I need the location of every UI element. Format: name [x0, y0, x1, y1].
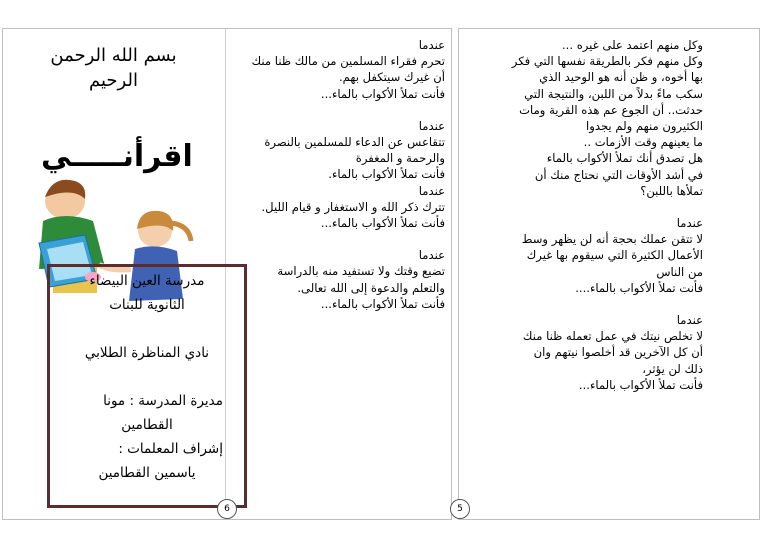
text-line: عندما: [418, 183, 445, 198]
school-name-line-1: مدرسة العين البيضاء: [89, 273, 205, 289]
supervisor-label: إشراف المعلمات :: [118, 441, 223, 457]
text-line: تحرم فقراء المسلمين من مالك ظنا منك: [251, 54, 445, 69]
text-line: عندما: [676, 216, 703, 231]
text-line: في أشد الأوقات التي نحتاج منك أن: [534, 167, 703, 182]
text-line: فأنت تملأ الأكواب بالماء...: [578, 377, 703, 392]
text-line: من الناس: [656, 264, 703, 279]
text-line: عندما: [418, 118, 445, 133]
text-line: وكل منهم فكر بالطريقة نفسها التي فكر: [511, 54, 703, 69]
text-line: تملأها باللبن؟: [640, 183, 703, 198]
basmala: [21, 43, 206, 93]
basmala-line-1: بسم الله الرحمن: [50, 45, 177, 66]
right-page: [458, 28, 760, 520]
text-line: والتعلم والدعوة إلى الله تعالى.: [297, 280, 445, 295]
page-number: 6: [217, 499, 237, 519]
text-line: وكل منهم اعتمد على غيره ...: [561, 38, 703, 52]
text-line: أن غيرك سيتكفل بهم.: [338, 70, 445, 85]
text-line: فأنت تملأ الأكواب بالماء...: [320, 216, 445, 231]
text-line: فأنت تملأ الأكواب بالماء....: [575, 280, 703, 295]
text-line: عندما: [418, 38, 445, 52]
text-line: تضيع وقتك ولا تستفيد منه بالدراسة: [277, 264, 445, 279]
club-name: نادي المناظرة الطلابي: [84, 345, 210, 361]
text-line: حدثت.. أن الجوع عم هذه القرية ومات: [519, 102, 703, 117]
spacer: [47, 317, 247, 341]
text-line: بها أخوه، و ظن أنه هو الوحيد الذي: [539, 70, 703, 85]
right-text-column: [465, 37, 703, 393]
text-line: سكب ماءً بدلاً من اللبن، والنتيجة التي: [524, 86, 703, 101]
principal-name: القطامين: [121, 417, 173, 433]
page-number: 5: [450, 499, 470, 519]
text-line: تترك ذكر الله و الاستغفار و قيام الليل.: [261, 199, 445, 214]
text-line: فأنت تملأ الأكواب بالماء.: [328, 167, 445, 182]
basmala-line-2: الرحيم: [89, 70, 138, 91]
text-line: عندما: [418, 248, 445, 263]
left-page: [2, 28, 452, 520]
brochure-title: اقرأنـــــي: [41, 139, 193, 174]
school-name-line-2: الثانوية للبنات: [109, 297, 185, 313]
school-info: [47, 269, 247, 485]
supervisor-name: ياسمين القطامين: [98, 465, 196, 481]
text-line: فأنت تملأ الأكواب بالماء...: [320, 296, 445, 311]
text-line: الكثيرون منهم ولم يجدوا: [586, 119, 703, 134]
spacer: [47, 365, 247, 389]
text-line: والرحمة و المغفرة: [355, 151, 445, 166]
left-text-column: [235, 37, 445, 312]
text-line: الأعمال الكثيرة التي سيقوم بها غيرك: [526, 248, 703, 263]
text-line: هل تصدق أنك تملأ الأكواب بالماء: [546, 151, 703, 166]
text-line: لا تخلص نيتك في عمل تعمله ظنا منك: [522, 329, 703, 344]
text-line: تتقاعس عن الدعاء للمسلمين بالنصرة: [264, 135, 445, 150]
text-line: عندما: [676, 313, 703, 328]
principal-label: مديرة المدرسة : مونا: [103, 393, 223, 409]
text-line: لا تتقن عملك بحجة أنه لن يظهر وسط: [521, 232, 703, 247]
text-line: ذلك لن يؤثر،: [642, 361, 703, 376]
text-line: ما يعينهم وقت الأزمات ..: [583, 135, 703, 150]
text-line: أن كل الآخرين قد أخلصوا نيتهم وان: [533, 345, 703, 360]
text-line: فأنت تملأ الأكواب بالماء...: [320, 86, 445, 101]
